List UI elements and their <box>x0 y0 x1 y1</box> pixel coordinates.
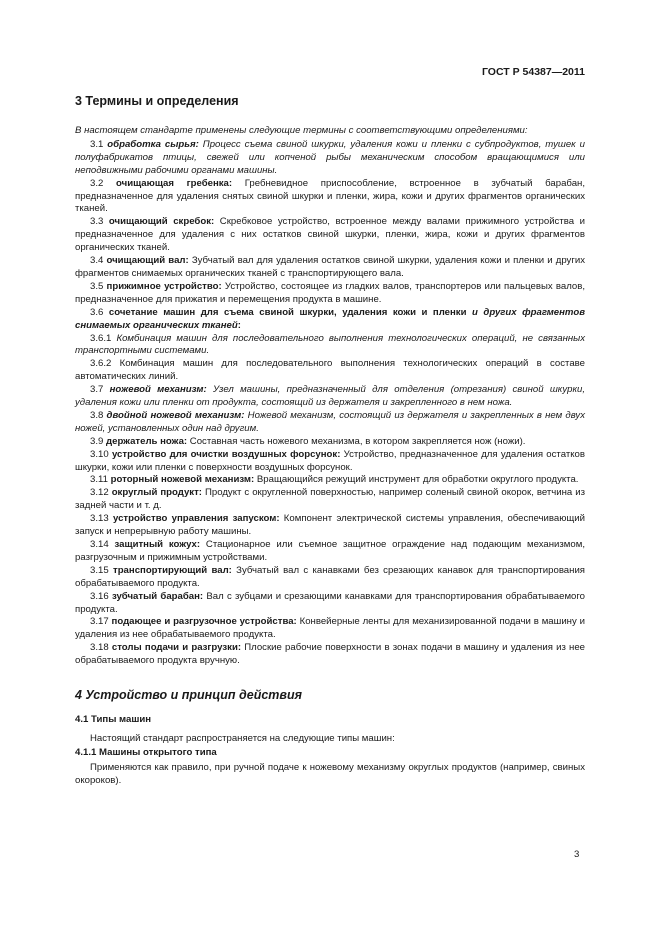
term-definition: Стационарное или съемное защитное ограждение над подающим механизмом, разгрузочным и прижимным устройствами. <box>75 539 585 563</box>
term-name: округлый продукт: <box>111 487 202 499</box>
term-number: 3.4 <box>90 255 104 267</box>
term-item <box>75 539 585 565</box>
term-item <box>75 616 585 642</box>
term-number: 3.6.2 <box>90 358 112 370</box>
term-definition: Устройство, предназначенное для удаления остатков шкурки, кожи или пленки с поверхности воздушных форсунок. <box>75 448 585 473</box>
term-item <box>75 384 585 410</box>
term-number: 3.7 <box>90 384 104 396</box>
term-name-end: : <box>237 319 241 331</box>
term-name: очищающий вал: <box>106 255 189 267</box>
term-definition: Скребковое устройство, встроенное между валами прижимного устройства и предназначенное для удаления с них остатков свиной шкурки, пленки, жира, кожи и других фрагментов органических тканей. <box>75 216 585 254</box>
term-item <box>75 307 585 333</box>
term-item <box>75 642 585 668</box>
term-definition: Ножевой механизм, состоящий из держателя и закрепленных в нем двух ножей, установленных один над другим. <box>75 409 585 434</box>
term-item <box>75 513 585 539</box>
subsection-4-1-title: 4.1 Типы машин <box>75 714 152 726</box>
term-number: 3.12 <box>90 487 109 499</box>
page-content <box>75 94 585 788</box>
term-name: обработка сырья: <box>107 138 199 150</box>
term-item <box>75 139 585 178</box>
term-name: подающее и разгрузочное устройства: <box>111 616 297 628</box>
term-definition: Вращающийся режущий инструмент для обработки округлого продукта. <box>254 474 579 486</box>
term-name: держатель ножа: <box>106 435 188 447</box>
term-item <box>75 281 585 307</box>
term-number: 3.18 <box>90 642 109 654</box>
term-name: роторный ножевой механизм: <box>110 474 255 486</box>
term-name: очищающая гребенка: <box>116 177 233 189</box>
term-name: очищающий скребок: <box>108 216 215 228</box>
term-number: 3.10 <box>90 448 109 460</box>
term-definition: Комбинация машин для последовательного выполнения технологических операций, не связанных транспортными системами. <box>75 332 585 357</box>
term-definition: Зубчатый вал с канавками без срезающих канавок для транспортирования обрабатываемого продукта. <box>75 564 585 589</box>
term-name: двойной ножевой механизм: <box>106 409 245 421</box>
term-definition: Вал с зубцами и срезающими канавками для транспортирования обрабатываемого продукта. <box>75 590 586 615</box>
term-number: 3.5 <box>90 280 104 292</box>
document-code: ГОСТ Р 54387—2011 <box>481 66 585 78</box>
term-definition: Конвейерные ленты для механизированной подачи в машину и удаления из нее обрабатываемого продукта. <box>75 616 585 641</box>
subsection-4-1-1-text: Применяются как правило, при ручной подаче к ножевому механизму округлых продуктов (например, свиных окороков). <box>75 761 585 786</box>
term-name: столы подачи и разгрузки: <box>111 642 242 654</box>
term-name: зубчатый барабан: <box>111 590 204 602</box>
term-number: 3.6.1 <box>90 332 112 344</box>
term-number: 3.3 <box>90 216 104 228</box>
term-number: 3.13 <box>90 513 109 525</box>
term-definition: Узел машины, предназначенный для отделения (отрезания) свиной шкурки, удаления кожи или пленки от продукта, состоящий из держателя и закрепленного в нем ножа. <box>75 384 585 409</box>
section-3-title: 3 Термины и определения <box>75 94 239 108</box>
term-item <box>75 591 585 617</box>
term-number: 3.1 <box>90 138 104 150</box>
term-definition: Комбинация машин для последовательного выполнения технологических операций в составе автоматических линий. <box>75 358 585 383</box>
term-number: 3.15 <box>90 564 109 576</box>
term-definition: Зубчатый вал для удаления остатков свиной шкурки, удаления кожи и пленки и других фрагментов снимаемых органических тканей с транспортирующего вала. <box>75 255 586 279</box>
terms-list <box>75 139 585 668</box>
term-number: 3.14 <box>90 539 109 550</box>
term-name: защитный кожух: <box>114 539 201 550</box>
term-item <box>75 178 585 217</box>
term-name: сочетание машин для съема свиной шкурки, удаления кожи и пленки <box>108 306 467 318</box>
subsection-4-1-text: Настоящий стандарт распространяется на следующие типы машин: <box>90 732 395 744</box>
term-name: транспортирующий вал: <box>113 564 232 576</box>
term-definition: Процесс съема свиной шкурки, удаления кожи и пленки с субпродуктов, тушек и полуфабрикатов птицы, свежей или копченой рыбы механическим способом вращающимися или неподвижными рабочими органами машины. <box>75 138 585 176</box>
subsection-4-1-1-title: 4.1.1 Машины открытого типа <box>75 746 217 758</box>
term-number: 3.9 <box>90 435 104 447</box>
term-definition: Устройство, состоящее из гладких валов, транспортеров или пальцевых валов, предназначенное для прижатия и перемещения продукта в машине. <box>75 280 585 305</box>
term-definition: Продукт с округленной поверхностью, например соленый свиной окорок, ветчина из задней части и т. д. <box>75 487 585 512</box>
term-item <box>75 216 585 255</box>
term-name: ножевой механизм: <box>109 384 207 396</box>
term-definition: Компонент электрической системы управления, обеспечивающий запуск и непрерывную работу машины. <box>75 513 586 538</box>
section-3-intro: В настоящем стандарте применены следующие термины с соответствующими определениями: <box>75 125 528 136</box>
term-item <box>75 255 585 281</box>
term-item <box>75 449 585 475</box>
term-name: устройство для очистки воздушных форсунок: <box>111 448 341 460</box>
section-4-title: 4 Устройство и принцип действия <box>75 688 302 703</box>
term-definition: Составная часть ножевого механизма, в котором закрепляется нож (ножи). <box>187 435 526 447</box>
term-definition: Плоские рабочие поверхности в зонах подачи в машину и удаления из нее обрабатываемого продукта вручную. <box>75 642 586 667</box>
term-name-continued: и других фрагментов снимаемых органических тканей <box>75 306 585 331</box>
term-item <box>75 358 585 384</box>
term-number: 3.17 <box>90 616 109 628</box>
term-name: устройство управления запуском: <box>112 513 280 525</box>
term-item <box>75 565 585 591</box>
term-definition: Гребневидное приспособление, встроенное в зубчатый барабан, предназначенное для удаления снятых свиной шкурки и пленки, жира, кожи и других фрагментов органических тканей. <box>75 177 585 215</box>
term-number: 3.16 <box>90 590 109 602</box>
term-number: 3.2 <box>90 177 104 189</box>
term-name: прижимное устройство: <box>106 280 222 292</box>
term-item <box>75 487 585 513</box>
term-item <box>75 410 585 436</box>
term-number: 3.11 <box>90 474 108 486</box>
term-number: 3.8 <box>90 409 104 421</box>
term-item <box>75 474 585 487</box>
page-number: 3 <box>574 849 580 860</box>
term-number: 3.6 <box>90 306 104 318</box>
term-item <box>75 436 585 449</box>
term-item <box>75 333 585 359</box>
